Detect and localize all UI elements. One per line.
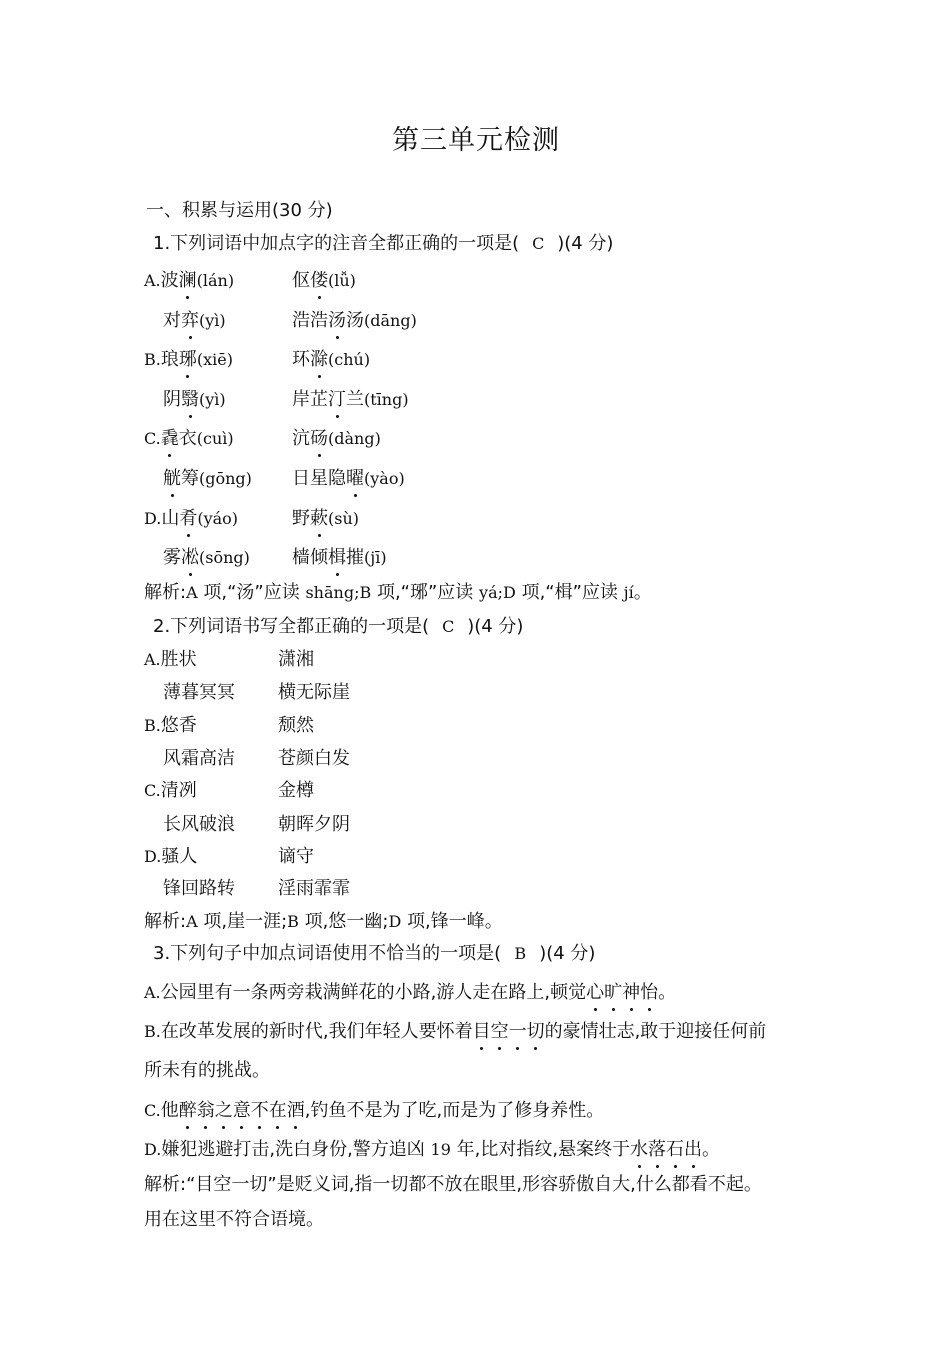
option-b-word-4: 岸芷汀兰(tīng): [292, 387, 409, 413]
answer-choice: C: [532, 234, 545, 253]
option-c-word-3: 长风破浪: [163, 814, 235, 835]
dotted-phrase: 心旷神怡: [586, 982, 658, 1003]
question-2-stem: 2.下列词语书写全都正确的一项是( C )(4 分): [153, 614, 523, 640]
option-d-word-2: 野蔌(sù): [292, 506, 359, 532]
option-c-word-4: 朝晖夕阴: [278, 814, 350, 835]
option-a-word-4: 横无际崖: [278, 682, 350, 703]
option-b: B.在改革发展的新时代,我们年轻人要怀着目空一切的豪情壮志,敢于迎接任何前: [144, 1019, 766, 1045]
option-a-word-3: 对弈(yì): [163, 308, 226, 334]
answer-choice: B: [514, 944, 527, 963]
option-c: C.毳衣(cuì): [144, 426, 234, 452]
option-c-word-2: 沆砀(dàng): [292, 426, 381, 452]
option-b-word-3: 风霜高洁: [163, 748, 235, 769]
option-d: D.山肴(yáo): [144, 506, 238, 532]
option-d-word-4: 樯倾楫摧(jī): [292, 545, 387, 571]
option-d: D.骚人: [144, 846, 198, 867]
option-a-word-4: 浩浩汤汤(dāng): [292, 308, 417, 334]
section-heading: 一、积累与运用(30 分): [146, 200, 333, 221]
option-a-word-2: 伛偻(lǚ): [292, 268, 356, 294]
option-c: C.清冽: [144, 780, 197, 801]
option-d-word-2: 谪守: [278, 846, 314, 867]
option-b-line-2: 所未有的挑战。: [144, 1060, 270, 1081]
option-a: A.胜状: [144, 649, 197, 670]
explanation-3: 解析:“目空一切”是贬义词,指一切都不放在眼里,形容骄傲自大,什么都看不起。: [144, 1174, 762, 1195]
page-title: 第三单元检测: [392, 125, 560, 156]
option-b-word-2: 颓然: [278, 715, 314, 736]
option-c: C.他醉翁之意不在酒,钓鱼不是为了吃,而是为了修身养性。: [144, 1098, 604, 1124]
option-c-word-3: 觥筹(gōng): [163, 466, 252, 492]
option-d: D.嫌犯逃避打击,洗白身份,警方追凶 19 年,比对指纹,悬案终于水落石出。: [144, 1137, 720, 1163]
explanation-1: 解析:A 项,“汤”应读 shāng;B 项,“琊”应读 yá;D 项,“楫”应读 jí。: [144, 582, 652, 603]
option-a: A.公园里有一条两旁栽满鲜花的小路,游人走在路上,顿觉心旷神怡。: [144, 980, 676, 1006]
answer-choice: C: [442, 617, 455, 636]
option-c-word-4: 日星隐曜(yào): [292, 466, 405, 492]
option-d-word-3: 雾凇(sōng): [163, 545, 250, 571]
option-d-word-3: 锋回路转: [163, 878, 235, 899]
option-d-word-4: 淫雨霏霏: [278, 878, 350, 899]
question-3-stem: 3.下列句子中加点词语使用不恰当的一项是( B )(4 分): [153, 941, 595, 967]
option-b: B.琅琊(xiē): [144, 347, 233, 373]
explanation-3-line-2: 用在这里不符合语境。: [144, 1209, 324, 1230]
option-b: B.悠香: [144, 715, 197, 736]
option-a-word-3: 薄暮冥冥: [163, 682, 235, 703]
option-a-word-2: 潇湘: [278, 649, 314, 670]
option-a: A.波澜(lán): [144, 268, 234, 294]
option-c-word-2: 金樽: [278, 780, 314, 801]
question-1-stem: 1.下列词语中加点字的注音全都正确的一项是( C )(4 分): [153, 231, 613, 257]
option-b-word-4: 苍颜白发: [278, 748, 350, 769]
dotted-phrase: 醉翁之意不在酒: [179, 1100, 305, 1121]
option-b-word-2: 环滁(chú): [292, 347, 370, 373]
explanation-2: 解析:A 项,崖一涯;B 项,悠一幽;D 项,锋一峰。: [144, 911, 503, 932]
dotted-phrase: 水落石出: [630, 1139, 702, 1160]
option-b-word-3: 阴翳(yì): [163, 387, 226, 413]
dotted-phrase: 目空一切: [473, 1021, 545, 1042]
